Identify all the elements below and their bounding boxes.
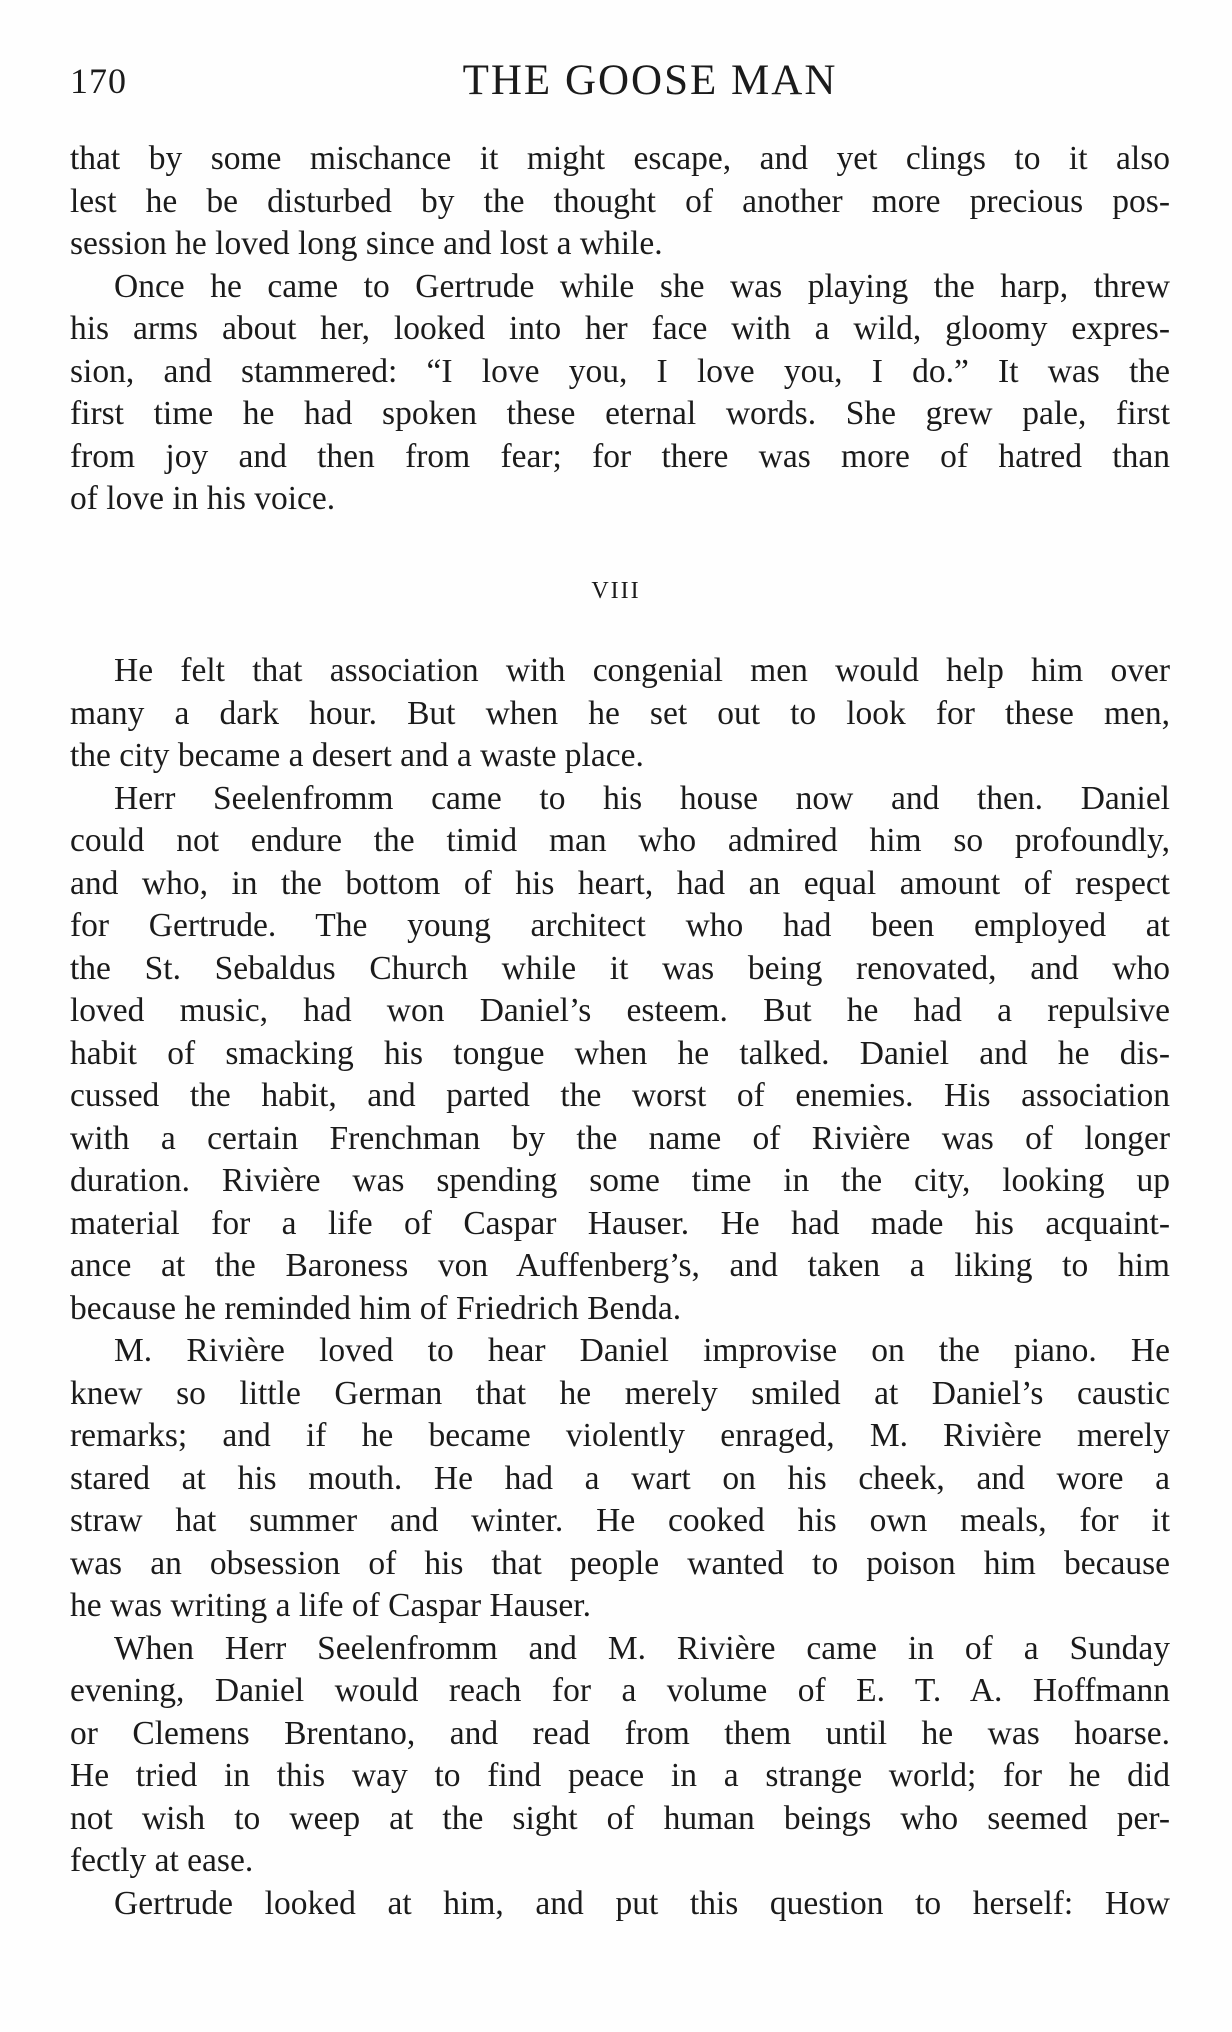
text-line: habit of smacking his tongue when he talked. Daniel and he dis- <box>70 1034 1170 1072</box>
text-line: of love in his voice. <box>70 480 336 517</box>
text-line: that by some mischance it might escape, and yet clings to it also <box>70 140 1170 177</box>
text-line: knew so little German that he merely smiled at Daniel’s caustic <box>70 1374 1170 1412</box>
text-line: fectly at ease. <box>70 1842 254 1879</box>
text-line: lest he be disturbed by the thought of another more precious pos- <box>70 182 1170 220</box>
text-block-main <box>70 650 1170 1925</box>
book-title: THE GOOSE MAN <box>462 57 838 104</box>
text-line: session he loved long since and lost a while. <box>70 225 663 262</box>
text-line: was an obsession of his that people wanted to poison him because <box>70 1544 1170 1582</box>
text-line: loved music, had won Daniel’s esteem. But he had a repulsive <box>70 992 1170 1029</box>
text-line: M. Rivière loved to hear Daniel improvise on the piano. He <box>114 1332 1170 1369</box>
text-line: cussed the habit, and parted the worst of enemies. His association <box>70 1077 1170 1114</box>
text-line: Gertrude looked at him, and put this question to herself: How <box>114 1884 1170 1922</box>
text-line: When Herr Seelenfromm and M. Rivière came in of a Sunday <box>114 1629 1170 1667</box>
text-line: evening, Daniel would reach for a volume of E. T. A. Hoffmann <box>70 1672 1170 1709</box>
text-line: sion, and stammered: “I love you, I love you, I do.” It was the <box>70 352 1170 390</box>
text-line: stared at his mouth. He had a wart on his cheek, and wore a <box>70 1459 1170 1497</box>
text-line: He tried in this way to find peace in a strange world; for he did <box>70 1757 1170 1794</box>
text-line: or Clemens Brentano, and read from them until he was hoarse. <box>70 1714 1170 1752</box>
text-block-top <box>70 138 1170 521</box>
text-line: he was writing a life of Caspar Hauser. <box>70 1587 591 1624</box>
text-line: from joy and then from fear; for there was more of hatred than <box>70 437 1170 475</box>
text-line: could not endure the timid man who admired him so profoundly, <box>70 822 1170 859</box>
text-line: duration. Rivière was spending some time in the city, looking up <box>70 1162 1170 1199</box>
text-line: He felt that association with congenial men would help him over <box>114 652 1170 689</box>
text-line: remarks; and if he became violently enraged, M. Rivière merely <box>70 1417 1170 1454</box>
text-line: the St. Sebaldus Church while it was being renovated, and who <box>70 949 1170 987</box>
text-line: material for a life of Caspar Hauser. He had made his acquaint- <box>70 1204 1170 1242</box>
text-line: the city became a desert and a waste place. <box>70 737 644 774</box>
text-line: many a dark hour. But when he set out to look for these men, <box>70 694 1170 732</box>
text-line: and who, in the bottom of his heart, had an equal amount of respect <box>70 864 1170 902</box>
text-line: Once he came to Gertrude while she was playing the harp, threw <box>114 267 1170 305</box>
page-number: 170 <box>70 61 127 101</box>
text-line: straw hat summer and winter. He cooked his own meals, for it <box>70 1502 1170 1539</box>
section-heading: VIII <box>591 578 641 604</box>
text-line: ance at the Baroness von Auffenberg’s, and taken a liking to him <box>70 1247 1170 1284</box>
text-line: not wish to weep at the sight of human beings who seemed per- <box>70 1799 1170 1837</box>
running-head <box>70 52 1170 112</box>
text-line: Herr Seelenfromm came to his house now and then. Daniel <box>114 779 1170 817</box>
text-line: because he reminded him of Friedrich Benda. <box>70 1289 682 1327</box>
text-line: his arms about her, looked into her face with a wild, gloomy expres- <box>70 310 1170 347</box>
text-line: for Gertrude. The young architect who had been employed at <box>70 907 1170 944</box>
text-line: first time he had spoken these eternal words. She grew pale, first <box>70 395 1170 432</box>
text-line: with a certain Frenchman by the name of Rivière was of longer <box>70 1119 1170 1157</box>
